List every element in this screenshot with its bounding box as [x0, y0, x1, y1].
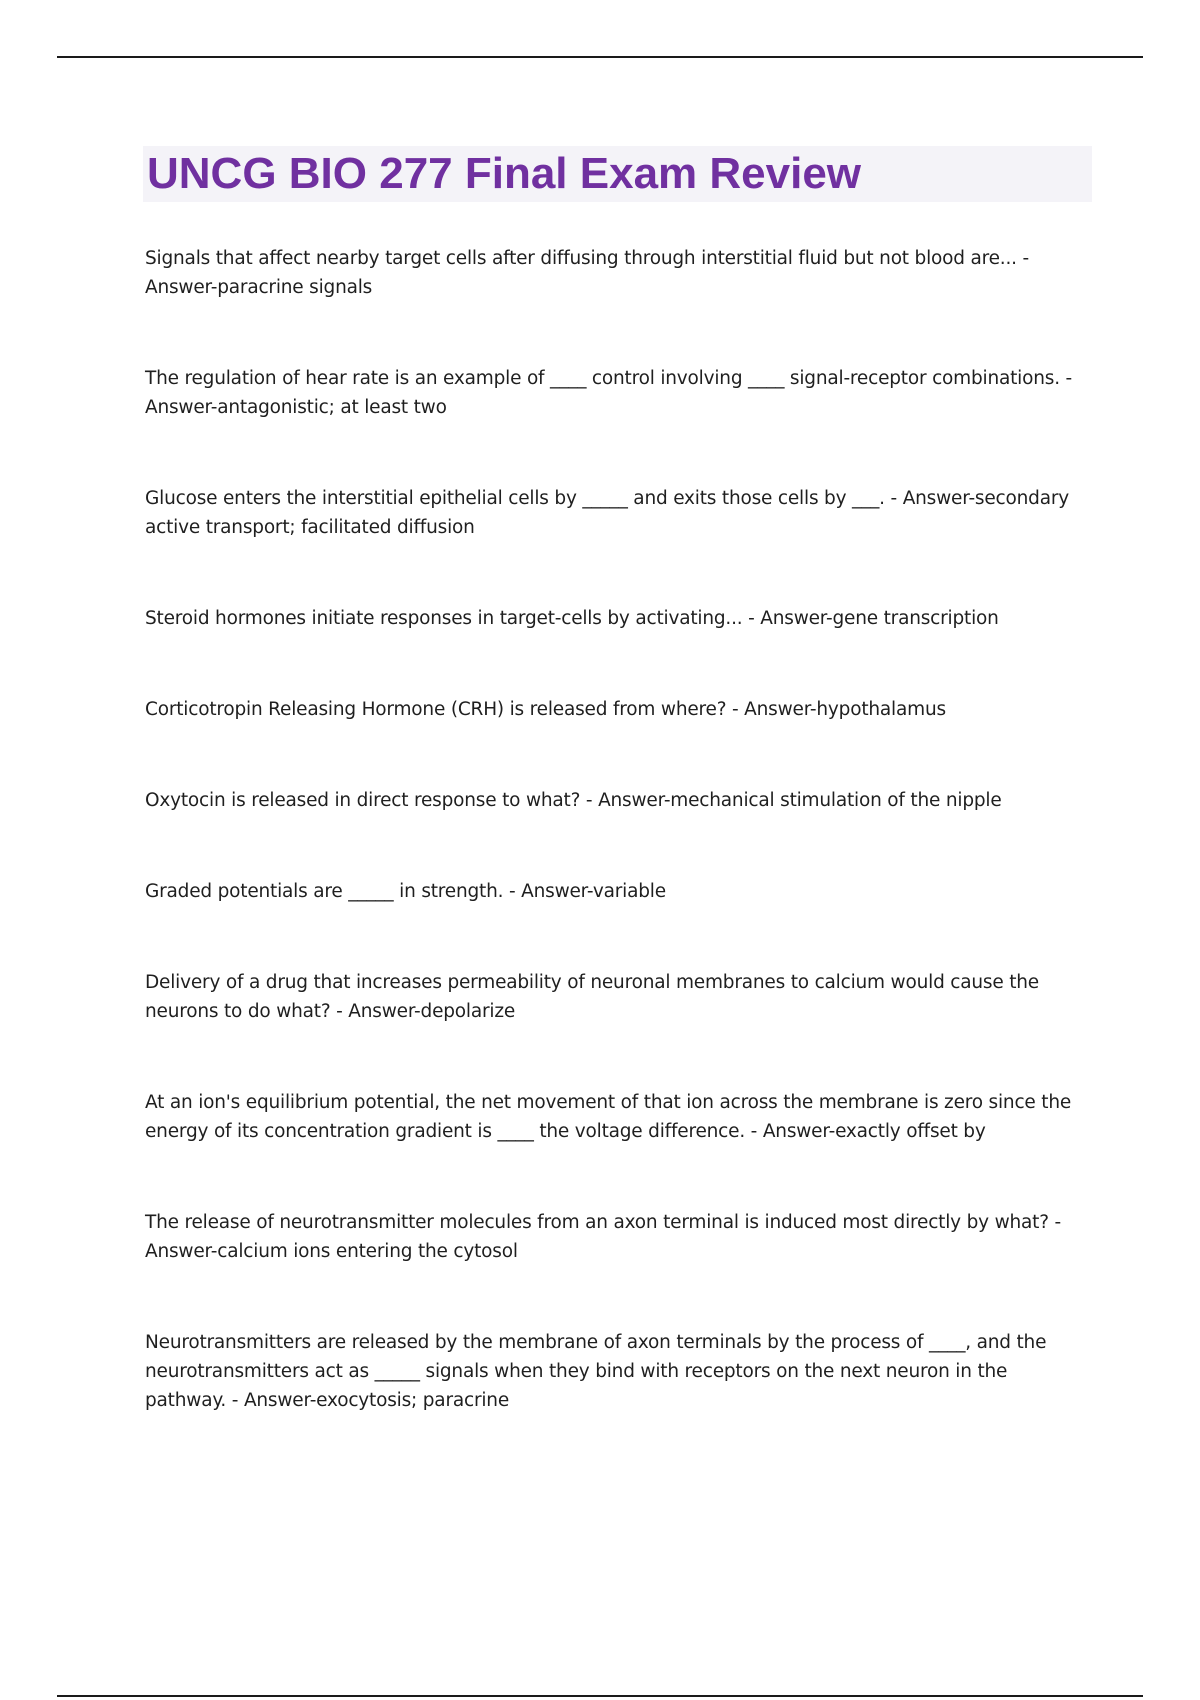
- top-rule: [57, 56, 1143, 58]
- qa-item: Glucose enters the interstitial epithelial cells by _____ and exits those cells by ___. - Answer-secondary active transport; facilitated diffusion: [145, 488, 1069, 538]
- qa-item: The regulation of hear rate is an example of ____ control involving ____ signal-receptor combinations. - Answer-antagonistic; at least two: [145, 368, 1073, 418]
- page-title: UNCG BIO 277 Final Exam Review: [147, 149, 862, 198]
- qa-item: Steroid hormones initiate responses in target-cells by activating... - Answer-gene transcription: [145, 608, 999, 629]
- title-band: [143, 146, 1092, 202]
- qa-item: At an ion's equilibrium potential, the net movement of that ion across the membrane is zero since the energy of its concentration gradient is ____ the voltage difference. - Answer-exactly offset by: [145, 1092, 1072, 1142]
- qa-item: Oxytocin is released in direct response to what? - Answer-mechanical stimulation of the nipple: [145, 790, 1002, 811]
- qa-item: Neurotransmitters are released by the membrane of axon terminals by the process of ____, and the neurotransmitters act as _____ signals when they bind with receptors on the next neuron in the pathway. - Answer-exocytosis; paracrine: [145, 1332, 1047, 1411]
- qa-list: [145, 244, 1085, 1415]
- bottom-rule: [57, 1695, 1143, 1697]
- qa-item: Corticotropin Releasing Hormone (CRH) is released from where? - Answer-hypothalamus: [145, 699, 946, 720]
- qa-item: Graded potentials are _____ in strength. - Answer-variable: [145, 881, 666, 902]
- qa-item: The release of neurotransmitter molecules from an axon terminal is induced most directly by what? - Answer-calcium ions entering the cytosol: [145, 1212, 1061, 1262]
- qa-item: Signals that affect nearby target cells after diffusing through interstitial fluid but not blood are... - Answer-paracrine signals: [145, 248, 1030, 298]
- qa-item: Delivery of a drug that increases permeability of neuronal membranes to calcium would cause the neurons to do what? - Answer-depolarize: [145, 972, 1039, 1022]
